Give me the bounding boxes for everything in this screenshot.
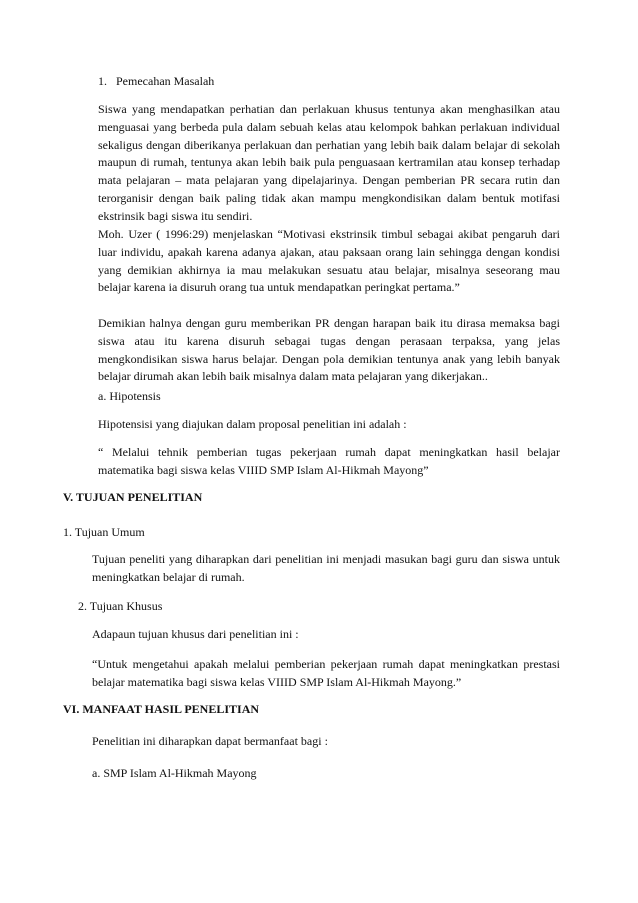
list-item-smp-islam: a. SMP Islam Al-Hikmah Mayong	[92, 766, 257, 780]
item-title: Pemecahan Masalah	[116, 74, 215, 88]
paragraph-tujuan-khusus: Adapaun tujuan khusus dari penelitian ini :	[92, 627, 299, 641]
paragraph-moh-uzer: Moh. Uzer ( 1996:29) menjelaskan “Motivasi ekstrinsik timbul sebagai akibat pengaruh dari luar individu, apakah karena adanya ajakan, atau paksaan orang lain sehingga dengan kondisi yang demikian akhirnya ia mau melakukan sesuatu atau belajar, misalnya seseorang mau belajar karena ia disuruh orang tua untuk mendapatkan peringkat pertama.”	[98, 227, 560, 295]
heading-manfaat-hasil-penelitian: VI. MANFAAT HASIL PENELITIAN	[63, 702, 260, 716]
paragraph-tujuan-umum: Tujuan peneliti yang diharapkan dari penelitian ini menjadi masukan bagi guru dan siswa untuk meningkatkan belajar di rumah.	[92, 552, 560, 584]
paragraph-manfaat: Penelitian ini diharapkan dapat bermanfaat bagi :	[92, 734, 328, 748]
section-item-pemecahan-masalah	[98, 73, 558, 91]
paragraph-hipotensisi: Hipotensisi yang diajukan dalam proposal penelitian ini adalah :	[98, 417, 407, 431]
paragraph-demikian: Demikian halnya dengan guru memberikan PR dengan harapan baik itu dirasa memaksa bagi siswa atau itu karena disuruh sebagai tugas dengan perasaan terpaksa, yang jelas mengkondisikan siswa harus belajar. Dengan pola demikian tentunya anak yang lebih banyak belajar dirumah akan lebih baik misalnya dalam mata pelajaran yang dikerjakan..	[98, 316, 560, 384]
subheading-tujuan-umum: 1. Tujuan Umum	[63, 525, 145, 539]
paragraph-siswa: Siswa yang mendapatkan perhatian dan perlakuan khusus tentunya akan menghasilkan atau menguasai yang berbeda pula dalam sebuah kelas atau kelompok bahkan perlakuan individual sekaligus dengan diberikanya perlakuan dan perhatian yang lebih baik dalam belajar di sekolah maupun di rumah, tentunya akan lebih baik pula penguasaan kertramilan atau konsep terhadap mata pelajaran – mata pelajaran yang dipelajarinya. Dengan pemberian PR secara rutin dan terorganisir dengan baik paling tidak akan mampu mengkondisikan dalam bentuk motifasi ekstrinsik bagi siswa itu sendiri.	[98, 102, 560, 223]
hipotesis-label: a. Hipotensis	[98, 389, 161, 403]
item-number: 1.	[98, 74, 107, 88]
paragraph-tujuan-khusus-quote: “Untuk mengetahui apakah melalui pemberian pekerjaan rumah dapat meningkatkan prestasi belajar matematika bagi siswa kelas VIIID SMP Islam Al-Hikmah Mayong.”	[92, 657, 560, 689]
heading-tujuan-penelitian: V. TUJUAN PENELITIAN	[63, 490, 203, 504]
paragraph-hipotesis-quote: “ Melalui tehnik pemberian tugas pekerjaan rumah dapat meningkatkan hasil belajar matematika bagi siswa kelas VIIID SMP Islam Al-Hikmah Mayong”	[98, 445, 560, 477]
subheading-tujuan-khusus: 2. Tujuan Khusus	[78, 599, 163, 613]
